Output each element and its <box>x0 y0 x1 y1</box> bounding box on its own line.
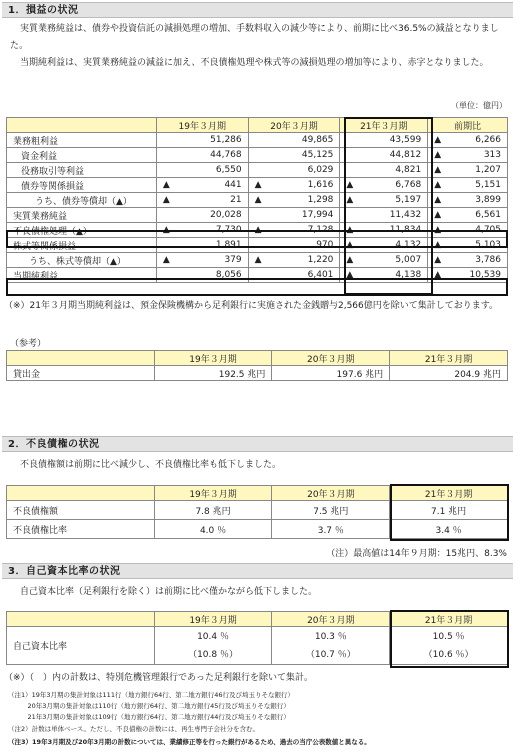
negative-marker: ▲ <box>434 180 442 190</box>
value-cell <box>428 178 508 193</box>
row-label: 業務粗利益 <box>7 133 157 148</box>
value: 5,103 <box>475 240 501 250</box>
value-cell <box>340 133 428 148</box>
value: 11,834 <box>389 225 422 235</box>
header-cell <box>7 118 157 133</box>
header-cell: 20年３月期 <box>272 351 390 366</box>
value-cell: 192.5 兆円 <box>154 366 272 381</box>
loans-header-row <box>7 351 508 366</box>
value-cell: 197.6 兆円 <box>272 366 390 381</box>
value: 7,730 <box>215 225 242 235</box>
note-line: （注2）計数は単体ベース。ただし、不良債権の計数には、再生専門子会社分を含む。 <box>8 725 260 733</box>
value-cell <box>428 253 508 268</box>
header-cell <box>7 612 155 627</box>
value-cell <box>248 208 340 223</box>
value: 5,197 <box>395 195 422 205</box>
value: 5,151 <box>475 180 501 190</box>
value-cell <box>156 238 248 253</box>
value: 45,125 <box>301 150 334 160</box>
row-label: 自己資本比率 <box>7 627 155 665</box>
capital-header-row <box>7 612 508 627</box>
value-cell <box>340 238 428 253</box>
row-label: 不良債権額 <box>7 501 155 520</box>
profit-loss-row <box>7 268 508 283</box>
value: 11,432 <box>389 210 422 220</box>
header-cell <box>7 351 155 366</box>
loans-row <box>7 366 508 381</box>
value-cell <box>340 223 428 238</box>
value: 17,994 <box>301 210 334 220</box>
profit-loss-row <box>7 163 508 178</box>
ratio-value: 10.3 ％ <box>314 631 347 642</box>
value: 20,028 <box>210 210 242 220</box>
value-cell <box>248 238 340 253</box>
negative-marker: ▲ <box>162 195 170 205</box>
value: 6,029 <box>307 165 334 175</box>
profit-loss-row <box>7 208 508 223</box>
negative-marker: ▲ <box>162 225 170 235</box>
profit-loss-table <box>6 117 508 283</box>
row-label: 不良債権処理（▲） <box>7 223 157 238</box>
value: 44,812 <box>389 150 422 160</box>
negative-marker: ▲ <box>434 135 442 145</box>
value: 379 <box>224 255 242 265</box>
value: 313 <box>483 150 501 160</box>
negative-marker: ▲ <box>434 210 442 220</box>
ratio-value-excl: （10.7 ％） <box>305 649 356 660</box>
section-1-footnote: （※）21年３月期当期純利益は、預金保険機構から足利銀行に実施された金銭贈与2,566億円を除いて集計しております。 <box>4 301 499 311</box>
value: 6,266 <box>475 135 501 145</box>
value-cell <box>156 178 248 193</box>
value-cell: 7.5 兆円 <box>272 501 390 520</box>
profit-loss-header-row <box>7 118 508 133</box>
capital-ratio-row <box>7 627 508 665</box>
npl-table <box>6 485 508 539</box>
value-cell <box>156 268 248 283</box>
npl-ratio-row <box>7 520 508 539</box>
value: 1,207 <box>475 165 501 175</box>
note-line: 20年3月期の集計対象は110行（地方銀行64行、第二地方銀行45行及び埼玉りそな銀行） <box>8 702 290 710</box>
npl-amount-row <box>7 501 508 520</box>
row-label: 貸出金 <box>7 366 155 381</box>
header-cell: 19年３月期 <box>154 612 272 627</box>
value-cell <box>248 223 340 238</box>
value: 1,616 <box>307 180 334 190</box>
value: 6,561 <box>475 210 501 220</box>
value-cell <box>428 208 508 223</box>
value-cell <box>272 627 390 665</box>
profit-loss-row <box>7 223 508 238</box>
negative-marker: ▲ <box>254 255 262 265</box>
negative-marker: ▲ <box>434 225 442 235</box>
value: 8,056 <box>215 270 242 280</box>
value-cell <box>248 148 340 163</box>
section-1-paragraph-2: 当期純利益は、実質業務純益の減益に加え、不良債権処理や株式等の減損処理の増加等により、赤字となりました。 <box>20 58 489 68</box>
value: 1,220 <box>307 255 334 265</box>
value-cell <box>154 627 272 665</box>
ratio-value: 10.5 ％ <box>432 631 465 642</box>
value-cell <box>428 268 508 283</box>
value: 7,128 <box>307 225 334 235</box>
negative-marker: ▲ <box>254 180 262 190</box>
value: 43,599 <box>389 135 422 145</box>
section-1-title: 1．損益の状況 <box>2 2 513 18</box>
header-cell: 21年３月期 <box>390 351 508 366</box>
value-cell: 7.8 兆円 <box>154 501 272 520</box>
row-label: 不良債権比率 <box>7 520 155 539</box>
value: 49,865 <box>301 135 334 145</box>
value-cell <box>340 208 428 223</box>
loans-table <box>6 350 508 381</box>
value-cell <box>156 148 248 163</box>
profit-loss-row <box>7 193 508 208</box>
header-cell: 前期比 <box>428 118 508 133</box>
value-cell <box>248 178 340 193</box>
profit-loss-row <box>7 133 508 148</box>
value: 51,286 <box>210 135 242 145</box>
section-2-note: （注）最高値は14年９月期：15兆円、8.3% <box>326 549 507 559</box>
row-label: 債券等関係損益 <box>7 178 157 193</box>
value-cell <box>390 627 508 665</box>
value-cell <box>340 178 428 193</box>
note-line: （注3）19年3月期及び20年3月期の計数については、業績修正等を行った銀行があるため、過去の当庁公表数値と異なる。 <box>8 738 371 746</box>
negative-marker: ▲ <box>254 225 262 235</box>
value: 10,539 <box>469 270 501 280</box>
value-cell <box>428 223 508 238</box>
header-cell: 20年３月期 <box>272 612 390 627</box>
value-cell <box>340 193 428 208</box>
row-label: 実質業務純益 <box>7 208 157 223</box>
profit-loss-row <box>7 178 508 193</box>
value: 441 <box>224 180 242 190</box>
row-label: 資金利益 <box>7 148 157 163</box>
value: 6,768 <box>395 180 422 190</box>
ratio-value-excl: （10.8 ％） <box>188 649 238 660</box>
negative-marker: ▲ <box>434 270 442 280</box>
header-cell: 19年３月期 <box>156 118 248 133</box>
section-1-paragraph-1: 実質業務純益は、債券や投資信託の減損処理の増加、手数料収入の減少等により、前期に比べ36.5%の減益となりました。 <box>10 24 499 51</box>
negative-marker: ▲ <box>346 195 354 205</box>
row-label: 役務取引等利益 <box>7 163 157 178</box>
row-label: うち、債券等償却（▲） <box>7 193 157 208</box>
negative-marker: ▲ <box>162 255 170 265</box>
value-cell <box>340 148 428 163</box>
value: 970 <box>316 240 334 250</box>
value: 4,821 <box>395 165 422 175</box>
value-cell <box>156 193 248 208</box>
negative-marker: ▲ <box>434 255 442 265</box>
value: 6,550 <box>215 165 242 175</box>
row-label: うち、株式等償却（▲） <box>7 253 157 268</box>
negative-marker: ▲ <box>434 150 442 160</box>
negative-marker: ▲ <box>346 255 354 265</box>
negative-marker: ▲ <box>162 180 170 190</box>
row-label: 当期純利益 <box>7 268 157 283</box>
row-label: 株式等関係損益 <box>7 238 157 253</box>
value-cell <box>156 253 248 268</box>
negative-marker: ▲ <box>346 240 354 250</box>
value-cell <box>156 223 248 238</box>
header-cell: 21年３月期 <box>390 486 508 501</box>
note-line: （注1）19年3月期の集計対象は111行（地方銀行64行、第二地方銀行46行及び埼玉りそな銀行） <box>8 691 294 699</box>
value-cell <box>248 253 340 268</box>
header-cell: 19年３月期 <box>154 351 272 366</box>
negative-marker: ▲ <box>254 195 262 205</box>
value-cell: 3.4 ％ <box>390 520 508 539</box>
npl-header-row <box>7 486 508 501</box>
value-cell <box>248 193 340 208</box>
value: 6,401 <box>307 270 334 280</box>
negative-marker: ▲ <box>434 195 442 205</box>
negative-marker: ▲ <box>434 165 442 175</box>
header-cell: 19年３月期 <box>154 486 272 501</box>
value-cell <box>428 148 508 163</box>
note-line: 21年3月期の集計対象は109行（地方銀行64行、第二地方銀行44行及び埼玉りそな銀行） <box>8 713 290 721</box>
value-cell <box>248 133 340 148</box>
section-3-paragraph: 自己資本比率（足利銀行を除く）は前期に比べ僅かながら低下しました。 <box>20 587 318 597</box>
header-cell <box>7 486 155 501</box>
value: 4,132 <box>395 240 422 250</box>
value: 1,298 <box>307 195 334 205</box>
unit-label: （単位：億円） <box>451 101 507 110</box>
negative-marker: ▲ <box>346 225 354 235</box>
value: 1,891 <box>215 240 242 250</box>
negative-marker: ▲ <box>346 180 354 190</box>
ratio-value-excl: （10.6 ％） <box>423 649 474 660</box>
value: 4,705 <box>475 225 501 235</box>
value-cell: 4.0 ％ <box>154 520 272 539</box>
value-cell <box>156 208 248 223</box>
value-cell <box>428 193 508 208</box>
value-cell <box>340 268 428 283</box>
value-cell <box>340 163 428 178</box>
header-cell: 21年３月期 <box>340 118 428 133</box>
profit-loss-row <box>7 238 508 253</box>
value-cell <box>428 238 508 253</box>
value: 21 <box>230 195 242 205</box>
value-cell <box>248 163 340 178</box>
value-cell <box>428 133 508 148</box>
value: 4,138 <box>395 270 422 280</box>
value: 3,899 <box>475 195 501 205</box>
header-cell: 21年３月期 <box>390 612 508 627</box>
reference-label: （参考） <box>10 339 47 349</box>
value-cell <box>428 163 508 178</box>
value-cell: 7.1 兆円 <box>390 501 508 520</box>
value: 44,768 <box>210 150 242 160</box>
negative-marker: ▲ <box>346 270 354 280</box>
profit-loss-row <box>7 253 508 268</box>
header-cell: 20年３月期 <box>272 486 390 501</box>
capital-ratio-table <box>6 611 508 665</box>
value-cell <box>248 268 340 283</box>
value: 3,786 <box>475 255 501 265</box>
value-cell <box>156 163 248 178</box>
section-2-title: 2．不良債権の状況 <box>2 436 513 452</box>
header-cell: 20年３月期 <box>248 118 340 133</box>
value-cell: 3.7 ％ <box>272 520 390 539</box>
value-cell <box>340 253 428 268</box>
value-cell: 204.9 兆円 <box>390 366 508 381</box>
negative-marker: ▲ <box>434 240 442 250</box>
section-3-title: 3．自己資本比率の状況 <box>2 563 513 579</box>
value-cell <box>156 133 248 148</box>
section-3-footnote: （※）（ ）内の計数は、特別危機管理銀行であった足利銀行を除いて集計。 <box>4 673 313 683</box>
profit-loss-row <box>7 148 508 163</box>
section-2-paragraph: 不良債権額は前期に比べ減少し、不良債権比率も低下しました。 <box>20 460 282 470</box>
ratio-value: 10.4 ％ <box>197 631 229 642</box>
value: 5,007 <box>395 255 422 265</box>
